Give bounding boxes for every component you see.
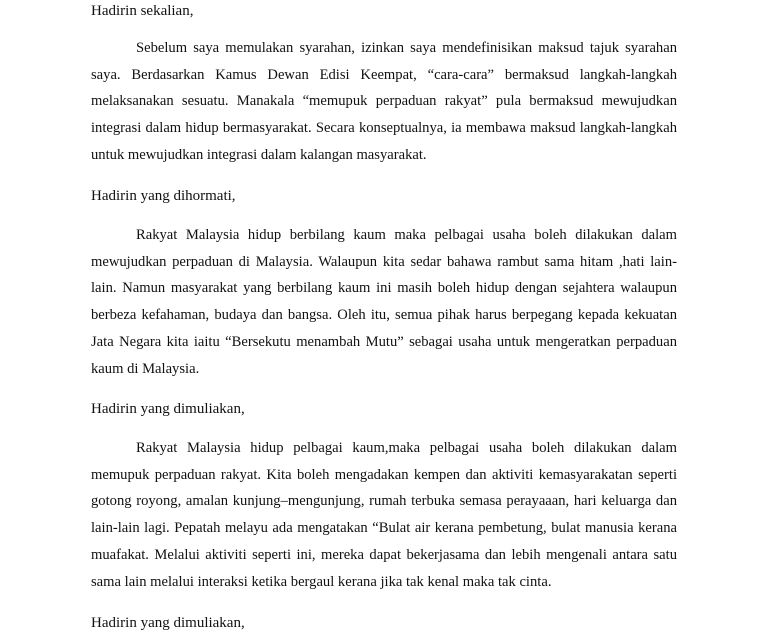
paragraph-activities: Rakyat Malaysia hidup pelbagai kaum,maka pelbagai usaha boleh dilakukan dalam memupuk perpaduan rakyat. Kita boleh mengadakan kempen dan aktiviti kemasyarakatan seperti gotong royong, amalan kunjung–mengunjung, rumah terbuka semasa perayaaan, hari keluarga dan lain-lain lagi. Pepatah melayu ada mengatakan “Bulat air kerana pembetung, bulat manusia kerana muafakat. Melalui aktiviti seperti ini, mereka dapat bekerjasama dan lebih mengenali antara satu sama lain melalui interaksi ketika bergaul kerana jika tak kenal maka tak cinta. xyxy=(91,440,677,590)
paragraph-definition: Sebelum saya memulakan syarahan, izinkan saya mendefinisikan maksud tajuk syarahan saya. Berdasarkan Kamus Dewan Edisi Keempat, “cara-cara” bermaksud langkah-langkah melaksanakan sesuatu. Manakala “memupuk perpaduan rakyat” pula bermaksud mewujudkan integrasi dalam hidup bermasyarakat. Secara konseptualnya, ia membawa maksud langkah-langkah untuk mewujudkan integrasi dalam kalangan masyarakat. xyxy=(91,40,677,163)
greeting-hadirin-dimuliakan: Hadirin yang dimuliakan, xyxy=(91,401,245,417)
paragraph-multiracial: Rakyat Malaysia hidup berbilang kaum maka pelbagai usaha boleh dilakukan dalam mewujudkan perpaduan di Malaysia. Walaupun kita sedar bahawa rambut sama hitam ,hati lain-lain. Namun masyarakat yang berbilang kaum ini masih boleh hidup dengan sejahtera walaupun berbeza kefahaman, budaya dan bangsa. Oleh itu, semua pihak harus berpegang kepada kekuatan Jata Negara kita iaitu “Bersekutu menambah Mutu” sebagai usaha untuk mengeratkan perpaduan kaum di Malaysia. xyxy=(91,227,677,377)
greeting-hadirin-dihormati: Hadirin yang dihormati, xyxy=(91,188,236,204)
greeting-hadirin-dimuliakan-2: Hadirin yang dimuliakan, xyxy=(91,615,245,631)
greeting-hadirin-sekalian: Hadirin sekalian, xyxy=(91,3,194,19)
